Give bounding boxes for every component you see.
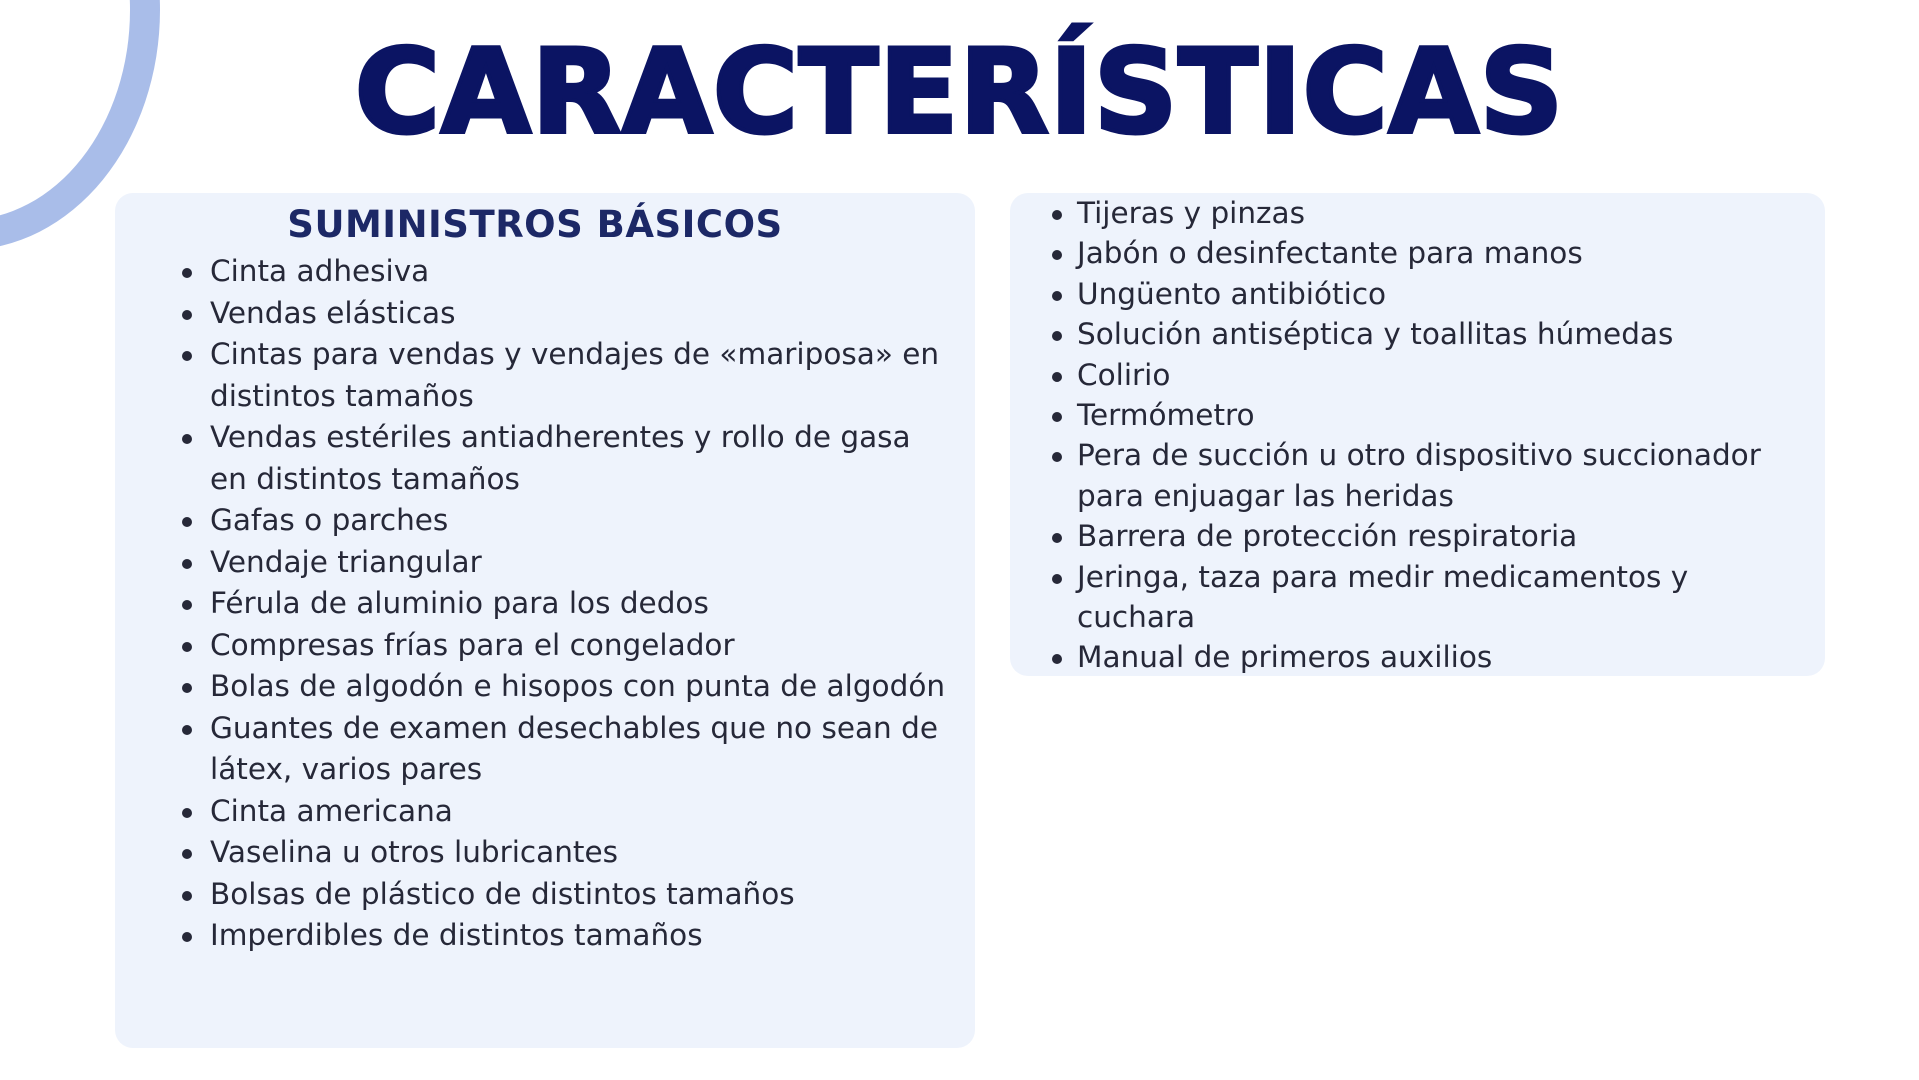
bullet-icon [1052, 210, 1062, 220]
list-item [1010, 274, 1805, 314]
list-item-text: Colirio [1077, 357, 1171, 392]
list-item-text: Termómetro [1077, 398, 1255, 433]
list-item [1010, 193, 1805, 233]
list-item-text: Férula de aluminio para los dedos [210, 586, 709, 620]
list-item-text: Cintas para vendas y vendajes de «mariposa» en distintos tamaños [210, 337, 940, 413]
list-item [115, 666, 955, 708]
list-item-text: Cinta americana [210, 793, 453, 828]
list-item [115, 874, 955, 916]
list-item-text: Bolsas de plástico de distintos tamaños [210, 876, 795, 911]
basic-supplies-list [115, 251, 955, 957]
list-item [1010, 355, 1805, 395]
list-item-text: Barrera de protección respiratoria [1077, 519, 1578, 554]
list-item [115, 915, 955, 957]
bullet-icon [182, 559, 192, 569]
list-item-text: Vendas elásticas [210, 295, 456, 330]
list-item-text: Vaselina u otros lubricantes [210, 835, 619, 869]
list-item [1010, 557, 1805, 638]
list-item-text: Gafas o parches [210, 503, 449, 537]
bullet-icon [182, 434, 192, 444]
bullet-icon [1052, 291, 1062, 301]
additional-supplies-list [1010, 193, 1805, 678]
bullet-icon [182, 268, 192, 278]
page-title: CARACTERÍSTICAS [354, 25, 1565, 160]
list-item [1010, 395, 1805, 435]
bullet-icon [182, 849, 192, 859]
bullet-icon [182, 725, 192, 735]
list-item [115, 708, 955, 791]
list-item [1010, 516, 1805, 556]
bullet-icon [1052, 654, 1062, 664]
list-item-text: Guantes de examen desechables que no sean de látex, varios pares [210, 710, 938, 786]
bullet-icon [182, 310, 192, 320]
list-item-text: Cinta adhesiva [210, 254, 430, 288]
bullet-icon [1052, 452, 1062, 462]
list-item [1010, 637, 1805, 677]
bullet-icon [1052, 574, 1062, 584]
list-item-text: Jeringa, taza para medir medicamentos y cuchara [1077, 559, 1689, 635]
list-item-text: Imperdibles de distintos tamaños [210, 918, 703, 952]
list-item [115, 251, 955, 293]
list-item [1010, 435, 1805, 516]
bullet-icon [182, 600, 192, 610]
panel-heading: SUMINISTROS BÁSICOS [287, 203, 783, 246]
list-item [115, 791, 955, 833]
bullet-icon [182, 932, 192, 942]
list-item-text: Vendas estériles antiadherentes y rollo de gasa en distintos tamaños [210, 420, 911, 496]
bullet-icon [1052, 331, 1062, 341]
list-item [115, 417, 955, 500]
list-item [1010, 233, 1805, 273]
list-item-text: Jabón o desinfectante para manos [1077, 236, 1583, 271]
list-item [115, 832, 955, 874]
list-item [115, 542, 955, 584]
list-item [1010, 314, 1805, 354]
list-item [115, 293, 955, 335]
list-item-text: Ungüento antibiótico [1077, 276, 1387, 311]
additional-supplies-panel [1010, 193, 1825, 676]
list-item [115, 500, 955, 542]
bullet-icon [1052, 412, 1062, 422]
bullet-icon [1052, 250, 1062, 260]
bullet-icon [182, 891, 192, 901]
basic-supplies-panel [115, 193, 975, 1048]
bullet-icon [1052, 372, 1062, 382]
bullet-icon [182, 517, 192, 527]
bullet-icon [182, 683, 192, 693]
list-item [115, 583, 955, 625]
list-item-text: Pera de succión u otro dispositivo succionador para enjuagar las heridas [1077, 438, 1761, 513]
bullet-icon [182, 642, 192, 652]
list-item-text: Manual de primeros auxilios [1077, 640, 1493, 675]
bullet-icon [1052, 533, 1062, 543]
list-item-text: Solución antiséptica y toallitas húmedas [1077, 317, 1674, 352]
bullet-icon [182, 808, 192, 818]
list-item-text: Compresas frías para el congelador [210, 627, 735, 662]
list-item-text: Bolas de algodón e hisopos con punta de algodón [210, 669, 946, 703]
list-item [115, 334, 955, 417]
list-item-text: Tijeras y pinzas [1077, 196, 1305, 230]
list-item-text: Vendaje triangular [210, 544, 482, 579]
list-item [115, 625, 955, 667]
bullet-icon [182, 351, 192, 361]
